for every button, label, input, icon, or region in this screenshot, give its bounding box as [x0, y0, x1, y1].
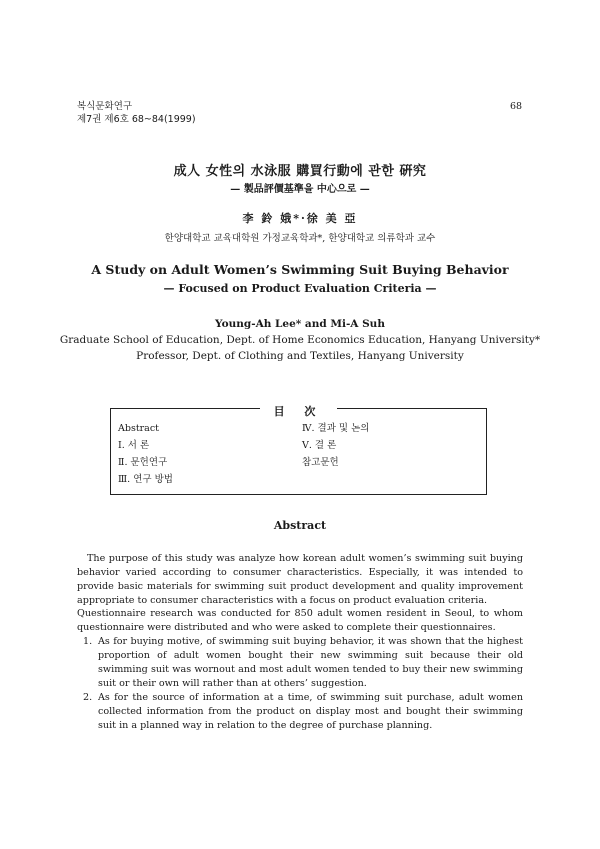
volume-info: 제7권 제6호 68~84(1999): [77, 114, 196, 125]
toc-right-column: [302, 420, 369, 471]
toc-item: Ⅰ. 서 론: [118, 440, 150, 451]
list-item: [77, 691, 523, 733]
korean-affiliation: 한양대학교 교육대학원 가정교육학과*, 한양대학교 의류학과 교수: [164, 233, 436, 244]
english-subtitle: — Focused on Product Evaluation Criteria —: [163, 282, 437, 295]
page-number: 68: [510, 101, 523, 112]
english-authors: Young-Ah Lee* and Mi-A Suh: [215, 318, 385, 330]
list-item-text: As for the source of information at a time, of swimming suit purchase, adult women collected information from the product on display most and bought their swimming suit in a planned way in relation to the degree of purchase planning.: [98, 692, 523, 731]
korean-title: 成人 女性의 水泳服 購買行動에 관한 硏究: [173, 164, 427, 179]
korean-authors: 李 鈴 娥*·徐 美 亞: [242, 212, 358, 225]
english-affiliation-2: Professor, Dept. of Clothing and Textiles, Hanyang University: [136, 350, 464, 362]
abstract-paragraph-2: Questionnaire research was conducted for 850 adult women resident in Seoul, to whom questionnaire were distributed and who were asked to complete their questionnaires.: [77, 608, 523, 633]
toc-item: Ⅲ. 연구 방법: [118, 474, 173, 485]
list-item-number: 1.: [83, 636, 93, 647]
list-item-text: As for buying motive, of swimming suit buying behavior, it was shown that the highest proportion of adult women bought their new swimming suit because their old swimming suit was wornout and most adult women tended to buy their new swimming suit or their own will rather than at others’ suggestion.: [98, 636, 523, 689]
toc-item: Abstract: [118, 423, 159, 434]
journal-name: 복식문화연구: [77, 101, 133, 112]
list-item-number: 2.: [83, 692, 93, 703]
english-affiliation-1: Graduate School of Education, Dept. of Home Economics Education, Hanyang University*: [59, 334, 541, 346]
english-title: A Study on Adult Women’s Swimming Suit Buying Behavior: [91, 262, 509, 277]
toc-item: Ⅴ. 결 론: [302, 440, 337, 451]
toc-left-column: [118, 420, 173, 488]
abstract-paragraph-1: The purpose of this study was analyze how korean adult women’s swimming suit buying behavior varied according to consumer characteristics. Especially, it was intended to provide basic materials for swimming suit product development and quality improvement appropriate to consumer characteristics with a focus on product evaluation criteria.: [77, 553, 523, 606]
toc-item: 참고문헌: [302, 457, 339, 468]
toc-heading: [110, 400, 487, 419]
abstract-heading: Abstract: [273, 519, 327, 532]
toc-heading-text: 目 次: [260, 405, 338, 418]
korean-subtitle: — 製品評價基準을 中心으로 —: [230, 184, 370, 195]
list-item: [77, 635, 523, 691]
journal-header: [77, 100, 196, 126]
toc-item: Ⅱ. 문헌연구: [118, 457, 168, 468]
toc-item: Ⅳ. 결과 및 논의: [302, 423, 370, 434]
